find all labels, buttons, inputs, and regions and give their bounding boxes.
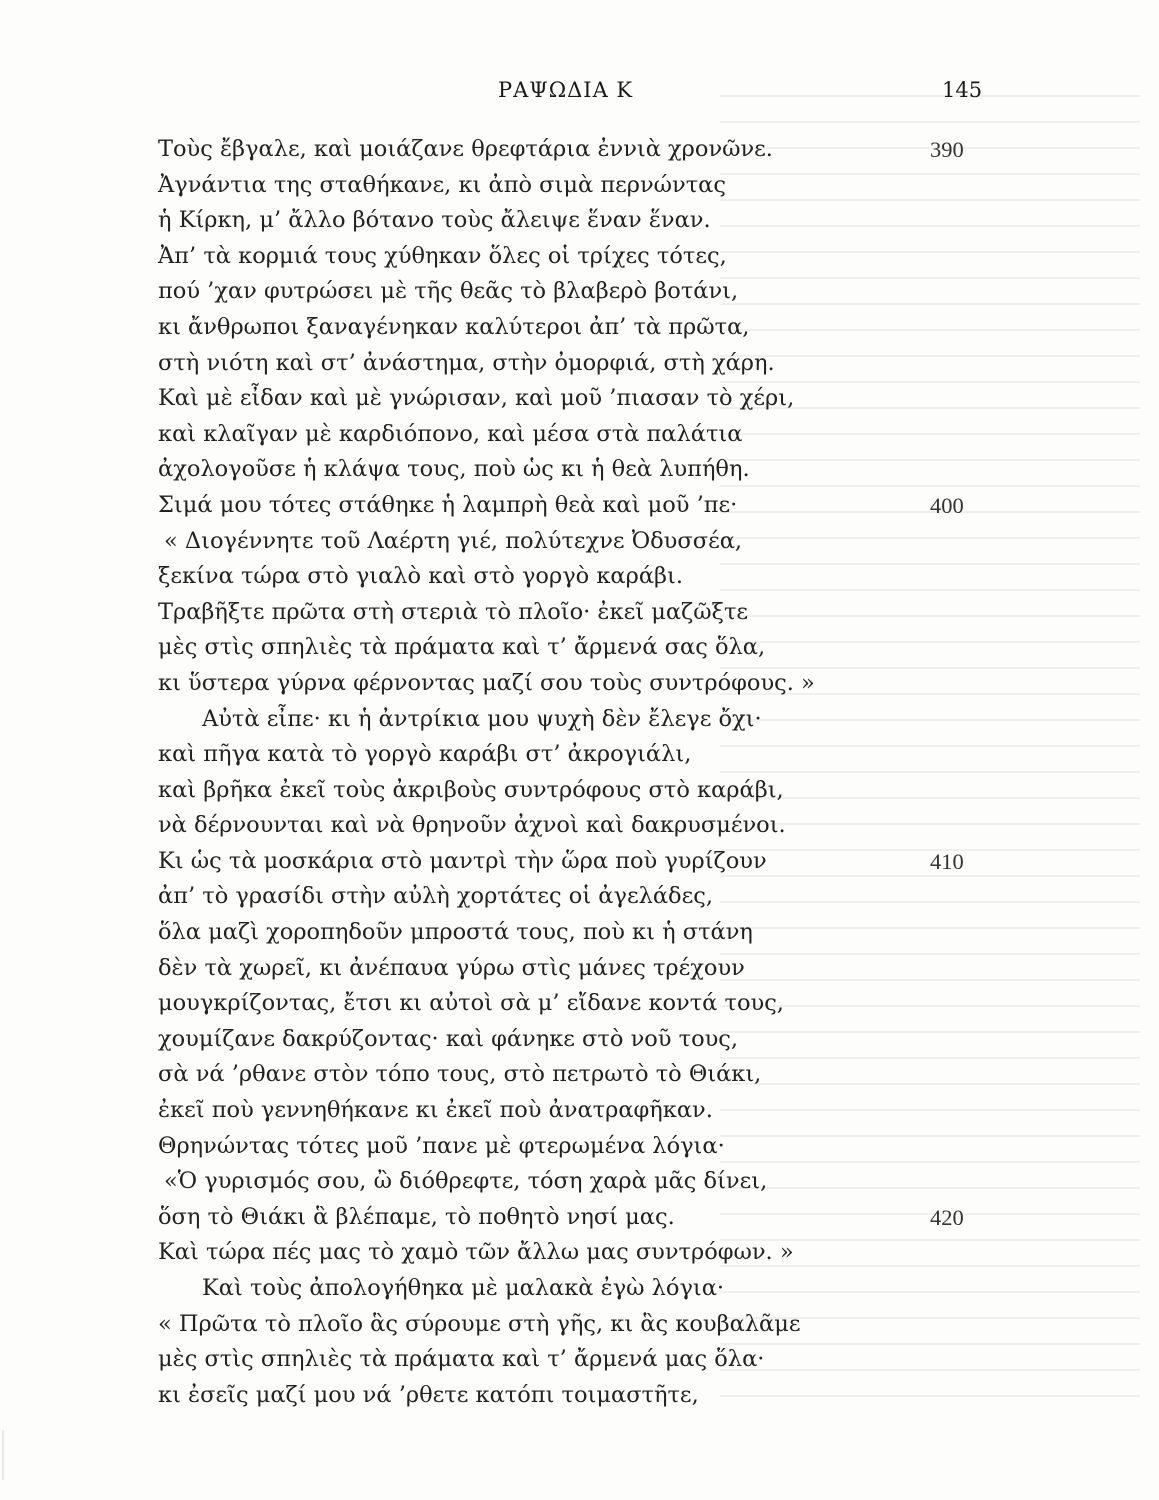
verse-text: μὲς στὶς σπηλιὲς τὰ πράματα καὶ τ’ ἄρμενά σας ὅλα, [158,634,766,661]
verse-text: κι ὕστερα γύρνα φέρνοντας μαζί σου τοὺς συντρόφους. » [158,669,815,696]
verse-text: Αὐτὰ εἶπε· κι ἡ ἀντρίκια μου ψυχὴ δὲν ἔλεγε ὄχι· [202,705,762,732]
verse-line [158,132,998,168]
verse-line [158,773,998,809]
verse-line [158,1200,998,1236]
verse-text: ξεκίνα τώρα στὸ γιαλὸ καὶ στὸ γοργὸ καράβι. [158,563,684,590]
verse-text: σὰ νά ’ρθανε στὸν τόπο τους, στὸ πετρωτὸ τὸ Θιάκι, [158,1061,762,1088]
verse-text: ἡ Κίρκη, μ’ ἄλλο βότανο τοὺς ἄλειψε ἕναν ἕναν. [158,207,711,234]
verse-line [158,239,998,275]
verse-line [158,595,998,631]
verse-line [158,488,998,524]
verse-line [158,666,998,702]
verse-text: Ἀγνάντια της σταθήκανε, κι ἀπὸ σιμὰ περνώντας [158,171,726,198]
verse-text: μουγκρίζοντας, ἔτσι κι αὐτοὶ σὰ μ’ εἴδανε κοντά τους, [158,990,784,1017]
verse-line [158,1093,998,1129]
verse-line [158,844,998,880]
verse-line [158,381,998,417]
line-number: 410 [930,848,964,874]
verse-line [158,915,998,951]
verse-line [158,168,998,204]
verse-line [158,737,998,773]
verse-text: Τραβῆξτε πρῶτα στὴ στεριὰ τὸ πλοῖο· ἐκεῖ μαζῶξτε [158,598,749,625]
verse-line [158,808,998,844]
verse-line [158,274,998,310]
verse-text: νὰ δέρνουνται καὶ νὰ θρηνοῦν ἀχνοὶ καὶ δακρυσμένοι. [158,812,786,839]
verse-text: « Πρῶτα τὸ πλοῖο ἃς σύρουμε στὴ γῆς, κι ἃς κουβαλᾶμε [158,1310,801,1337]
verse-line [158,1342,998,1378]
verse-text: « Διογέννητε τοῦ Λαέρτη γιέ, πολύτεχνε Ὀδυσσέα, [164,527,743,554]
verse-text: «Ὁ γυρισμός σου, ὢ διόθρεφτε, τόση χαρὰ μᾶς δίνει, [164,1168,768,1195]
verse-text: Κι ὡς τὰ μοσκάρια στὸ μαντρὶ τὴν ὥρα ποὺ γυρίζουν [158,847,767,874]
verse-text: καὶ πῆγα κατὰ τὸ γοργὸ καράβι στ’ ἀκρογιάλι, [158,741,692,768]
verse-text: ὅλα μαζὶ χοροπηδοῦν μπροστά τους, ποὺ κι ἡ στάνη [158,919,753,946]
verse-line [158,524,998,560]
verse-line [158,986,998,1022]
verse-text: ὅση τὸ Θιάκι ἃ βλέπαμε, τὸ ποθητὸ νησί μας. [158,1203,675,1230]
verse-line [158,1057,998,1093]
margin-mark [2,1430,4,1480]
verse-text: μὲς στὶς σπηλιὲς τὰ πράματα καὶ τ’ ἄρμενά μας ὅλα· [158,1346,765,1373]
page-header [0,78,1159,108]
verse-line [158,702,998,738]
verse-text: πού ’χαν φυτρώσει μὲ τῆς θεᾶς τὸ βλαβερὸ βοτάνι, [158,278,739,305]
verse-text: δὲν τὰ χωρεῖ, κι ἀνέπαυα γύρω στὶς μάνες τρέχουν [158,954,745,981]
verse-line [158,1271,998,1307]
verse-line [158,346,998,382]
verse-text: Ἀπ’ τὰ κορμιά τους χύθηκαν ὅλες οἱ τρίχες τότες, [158,242,727,269]
verse-line [158,1129,998,1165]
verse-text: ἀπ’ τὸ γρασίδι στὴν αὐλὴ χορτάτες οἱ ἀγελάδες, [158,883,714,910]
verse-text: στὴ νιότη καὶ στ’ ἀνάστημα, στὴν ὀμορφιά, στὴ χάρη. [158,349,775,376]
line-number: 420 [930,1204,964,1230]
verse-line [158,951,998,987]
verse-line [158,1378,998,1414]
verse-text: Καὶ τοὺς ἀπολογήθηκα μὲ μαλακὰ ἐγὼ λόγια· [202,1275,725,1301]
verse-text: κι ἐσεῖς μαζί μου νά ’ρθετε κατόπι τοιμαστῆτε, [158,1381,699,1408]
running-title: ΡΑΨΩΔΙΑ Κ [498,78,634,102]
verse-line [158,1235,998,1271]
verse-text: κι ἄνθρωποι ξαναγένηκαν καλύτεροι ἀπ’ τὰ πρῶτα, [158,313,750,340]
line-number: 400 [930,492,964,518]
verse-text: Θρηνώντας τότες μοῦ ’πανε μὲ φτερωμένα λόγια· [158,1132,725,1159]
verse-line [158,879,998,915]
verse-line [158,559,998,595]
verse-text: Καὶ τώρα πές μας τὸ χαμὸ τῶν ἄλλω μας συντρόφων. » [158,1239,794,1266]
verse-text: ἐκεῖ ποὺ γεννηθήκανε κι ἐκεῖ ποὺ ἀνατραφῆκαν. [158,1097,713,1124]
verse-line [158,417,998,453]
verse-text: καὶ κλαῖγαν μὲ καρδιόπονο, καὶ μέσα στὰ παλάτια [158,420,743,447]
verse-text: Τοὺς ἔβγαλε, καὶ μοιάζανε θρεφτάρια ἐννιὰ χρονῶνε. [158,136,773,162]
line-number: 390 [930,137,964,162]
verse-text: χουμίζανε δακρύζοντας· καὶ φάνηκε στὸ νοῦ τους, [158,1025,739,1052]
page-number: 145 [942,78,983,102]
verse-text: Καὶ μὲ εἶδαν καὶ μὲ γνώρισαν, καὶ μοῦ ’πιασαν τὸ χέρι, [158,385,795,412]
verse-block [158,132,998,1413]
verse-text: Σιμά μου τότες στάθηκε ἡ λαμπρὴ θεὰ καὶ μοῦ ’πε· [158,491,738,518]
verse-text: ἀχολογοῦσε ἡ κλάψα τους, ποὺ ὡς κι ἡ θεὰ λυπήθη. [158,456,750,483]
verse-line [158,1164,998,1200]
verse-line [158,203,998,239]
verse-line [158,452,998,488]
verse-line [158,310,998,346]
verse-line [158,1022,998,1058]
verse-line [158,1307,998,1343]
verse-line [158,630,998,666]
verse-text: καὶ βρῆκα ἐκεῖ τοὺς ἀκριβοὺς συντρόφους στὸ καράβι, [158,776,784,803]
